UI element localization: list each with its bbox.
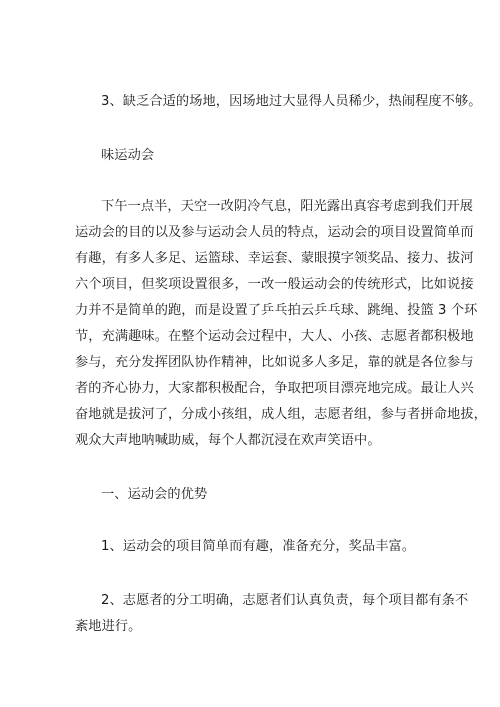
- paragraph-line: 下午一点半，天空一改阴冷气息，阳光露出真容考虑到我们开展: [101, 199, 474, 214]
- paragraph-line: 力并不是简单的跑，而是设置了乒乓拍云乒乓球、跳绳、投篮 3 个环: [75, 303, 478, 318]
- paragraph-line: 运动会的目的以及参与运动会人员的特点，运动会的项目设置简单而: [75, 225, 474, 240]
- paragraph-line: 奋地就是拔河了，分成小孩组，成人组，志愿者组，参与者拼命地拔，: [75, 407, 487, 422]
- heading-advantages: 一、运动会的优势: [101, 487, 208, 502]
- paragraph-line: 有趣，有多人多足、运篮球、幸运套、蒙眼摸字领奖品、接力、拔河: [75, 251, 474, 266]
- advantage-item-2-line: 2、志愿者的分工明确，志愿者们认真负责，每个项目都有条不: [101, 593, 469, 608]
- paragraph-line: 六个项目，但奖项设置很多，一改一般运动会的传统形式，比如说接: [75, 277, 474, 292]
- list-item-3: 3、缺乏合适的场地，因场地过大显得人员稀少，热闹程度不够。: [101, 94, 482, 109]
- paragraph-line: 者的齐心协力，大家都积极配合，争取把项目漂亮地完成。最让人兴: [75, 381, 474, 396]
- paragraph-line: 观众大声地呐喊助威，每个人都沉浸在欢声笑语中。: [75, 433, 381, 448]
- paragraph-line: 节，充满趣味。在整个运动会过程中，大人、小孩、志愿者都积极地: [75, 329, 474, 344]
- paragraph-line: 参与，充分发挥团队协作精神，比如说多人多足，靠的就是各位参与: [75, 355, 474, 370]
- advantage-item-2-line: 紊地进行。: [75, 619, 142, 634]
- section-title: 味运动会: [101, 148, 155, 163]
- advantage-item-1: 1、运动会的项目简单而有趣，准备充分，奖品丰富。: [101, 539, 416, 554]
